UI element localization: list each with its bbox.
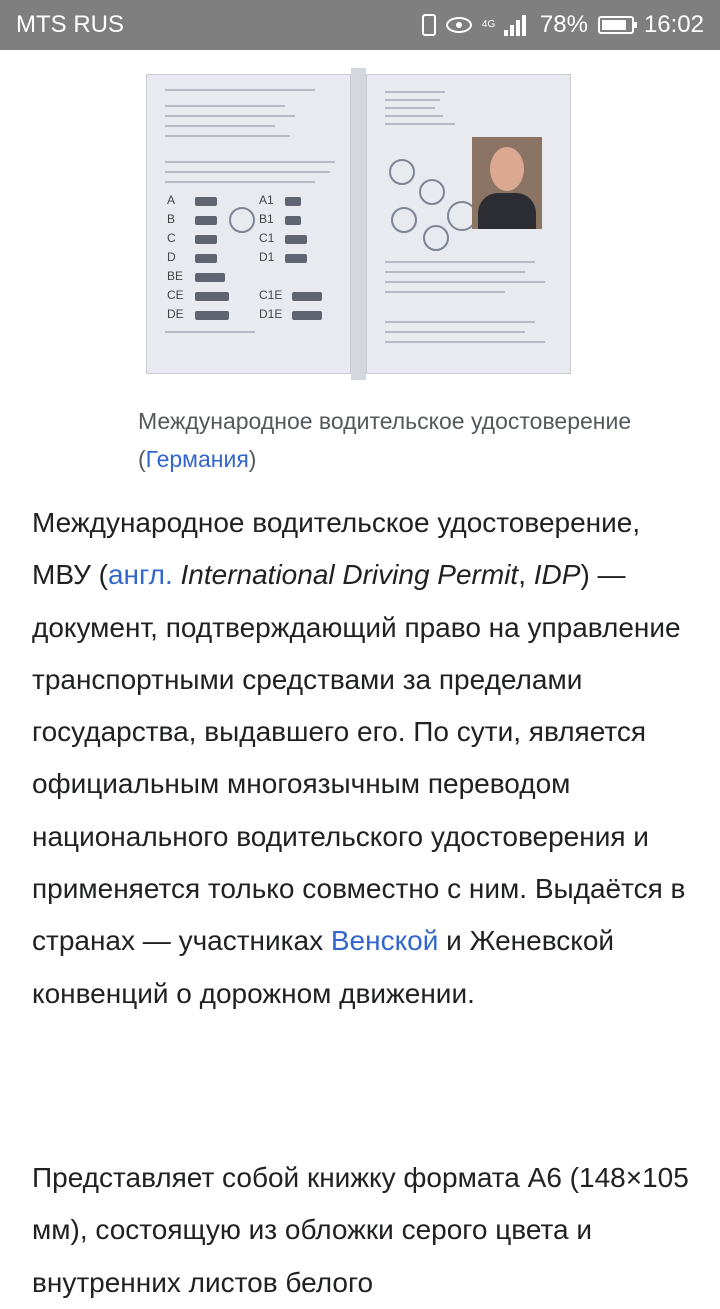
article-paragraph-2: Представляет собой книжку формата А6 (148×105 мм), состоящую из обложки серого цвета и внутренних листов белого [32, 1162, 689, 1298]
clock: 16:02 [643, 11, 704, 38]
permit-holder-photo [472, 137, 542, 229]
signal-icon [504, 14, 530, 36]
caption-link-germany[interactable]: Германия [145, 446, 249, 472]
article-paragraph-1: Международное водительское удостоверение, МВУ (англ. International Driving Permit, IDP) — документ, подтверждающий право на управление транспортными средствами за пределами государства, выдавшего его. По сути, является официальным многоязычным переводом национального водительского удостоверения и применяется только совместно с ним. Выдаётся в странах — участниках Венской и Женевской конвенций о дорожном движении. [32, 507, 686, 1009]
vibrate-icon [422, 14, 436, 36]
status-bar [0, 0, 720, 50]
carrier-name: MTS RUS [16, 11, 124, 38]
link-vienna-convention[interactable]: Венской [330, 925, 439, 957]
permit-left-page: A B C D BE CE DE A1 B1 C1 D1 C1E D1E [146, 74, 351, 374]
image-caption: Международное водительское удостоверение (Германия) [138, 408, 632, 472]
status-icons [422, 11, 704, 39]
link-english[interactable]: англ. [107, 559, 173, 591]
permit-right-page [366, 74, 571, 374]
network-type: 4G [481, 19, 496, 30]
battery-icon [598, 16, 634, 34]
permit-spine [351, 68, 366, 380]
eye-comfort-icon [446, 17, 472, 33]
battery-percent: 78% [539, 11, 588, 38]
permit-image[interactable] [146, 68, 576, 380]
